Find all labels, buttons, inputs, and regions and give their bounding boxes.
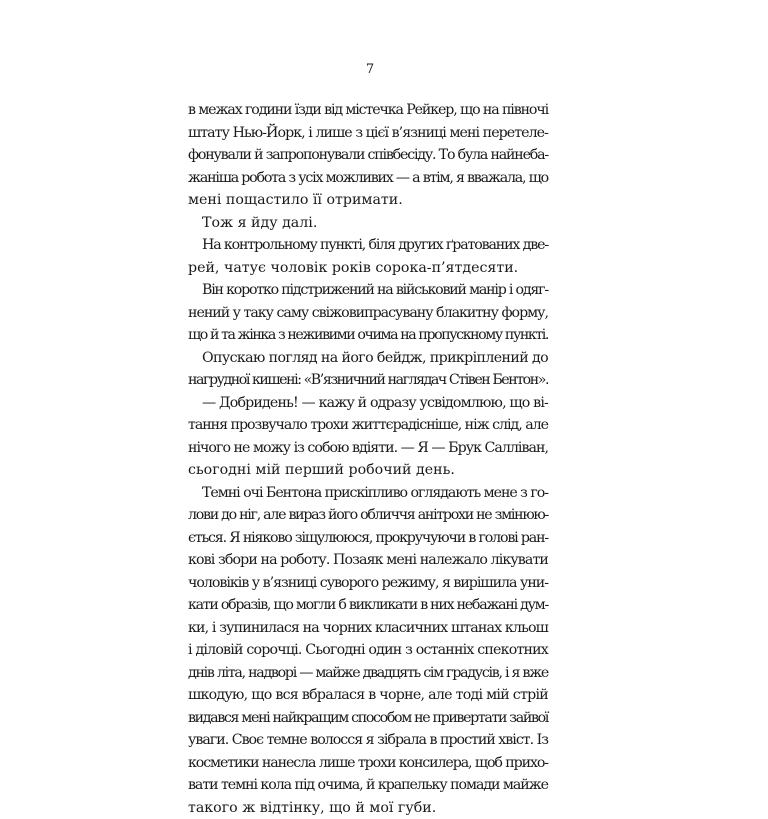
text-line: косметики нанесла лише трохи консилера, щоб прихо- [188,752,548,775]
page-number: 7 [0,62,740,77]
text-line: кові збори на роботу. Позаяк мені належало лікувати [188,549,548,572]
text-line: ється. Я ніяково зіщулююся, прокручуючи в голові ран- [188,527,548,550]
text-line: вати темні кола під очима, й крапельку помади майже [188,774,548,797]
text-line: рей, чатує чоловік років сорока-п’ятдесяти. [188,257,548,280]
text-line: — Добридень! — кажу й одразу усвідомлюю, що ві- [188,392,548,415]
text-line: тання прозвучало трохи життєрадісніше, ніж слід, але [188,414,548,437]
text-line: мені пощастило її отримати. [188,189,548,212]
text-line: що й та жінка з неживими очима на пропускному пункті. [188,324,548,347]
text-line: кати образів, що могли б викликати в них небажані дум- [188,594,548,617]
text-line: жаніша робота з усіх можливих — а втім, я вважала, що [188,167,548,190]
text-line: фонували й запропонували співбесіду. То була найнеба- [188,144,548,167]
text-line: штату Нью-Йорк, і лише з цієї в’язниці мені перетеле- [188,122,548,145]
text-line: чоловіків у в’язниці суворого режиму, я вирішила уни- [188,572,548,595]
text-line: Він коротко підстрижений на військовий манір і одяг- [188,279,548,302]
text-line: уваги. Своє темне волосся я зібрала в простий хвіст. Із [188,729,548,752]
text-line: нений у таку саму свіжовипрасувану блакитну форму, [188,302,548,325]
text-line: в межах години їзди від містечка Рейкер, що на півночі [188,99,548,122]
text-line: і діловій сорочці. Сьогодні один з останніх спекотних [188,639,548,662]
text-line: лови до ніг, але вираз його обличчя анітрохи не змінюю- [188,504,548,527]
text-line: Темні очі Бентона прискіпливо оглядають мене з го- [188,482,548,505]
body-text [188,99,548,819]
text-line: сьогодні мій перший робочий день. [188,459,548,482]
text-line: видався мені найкращим способом не привертати зайвої [188,707,548,730]
text-line: такого ж відтінку, що й мої губи. [188,797,548,819]
text-line: шкодую, що вся вбралася в чорне, але тоді мій стрій [188,684,548,707]
text-line: Опускаю погляд на його бейдж, прикріплений до [188,347,548,370]
text-line: днів літа, надворі — майже двадцять сім градусів, і я вже [188,662,548,685]
text-line: нічого не можу із собою вдіяти. — Я — Брук Салліван, [188,437,548,460]
text-line: Тож я йду далі. [188,212,548,235]
text-line: нагрудної кишені: «В’язничний наглядач Стівен Бентон». [188,369,548,392]
text-line: ки, і зупинилася на чорних класичних штанах кльош [188,617,548,640]
text-line: На контрольному пункті, біля других ґратованих две- [188,234,548,257]
